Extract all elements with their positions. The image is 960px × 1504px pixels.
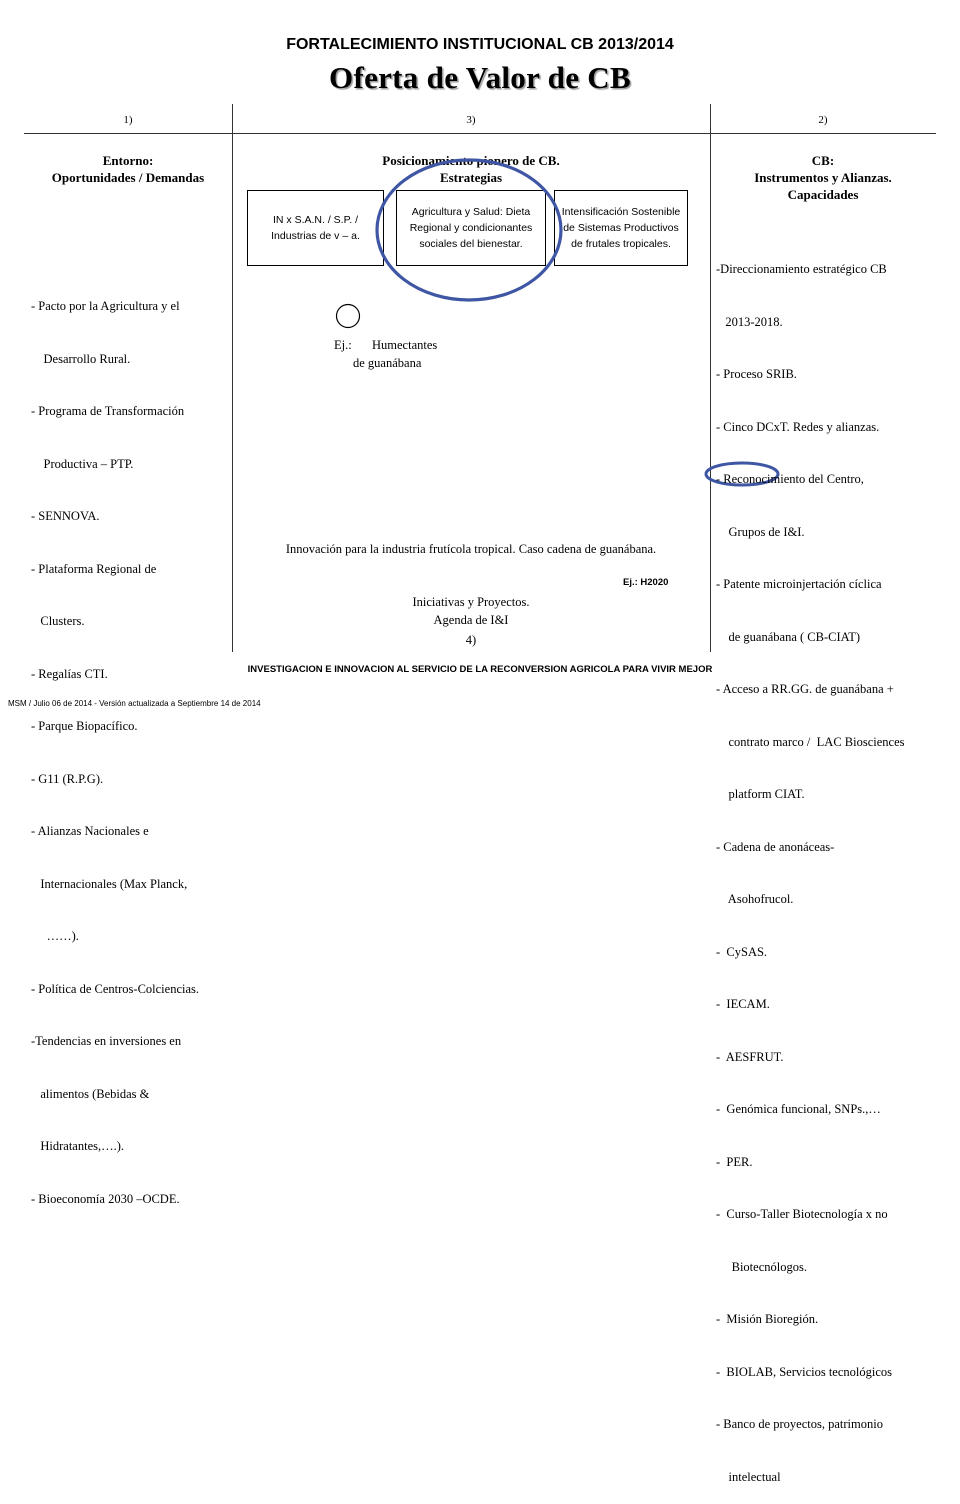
list-item: - Bioeconomía 2030 –OCDE. xyxy=(31,1191,180,1206)
list-item: Desarrollo Rural. xyxy=(31,351,131,366)
innovation-text: Innovación para la industria frutícola tropical. Caso cadena de guanábana. xyxy=(285,542,657,556)
version-note: MSM / Julio 06 de 2014 - Versión actualizada a Septiembre 14 de 2014 xyxy=(8,699,261,708)
list-item: - IECAM. xyxy=(716,997,770,1011)
list-item: - Acceso a RR.GG. de guanábana + xyxy=(716,682,894,696)
list-item: - Plataforma Regional de xyxy=(31,561,157,576)
list-item: - Regalías CTI. xyxy=(31,666,108,681)
list-item: Biotecnólogos. xyxy=(716,1259,807,1274)
list-item: 2013-2018. xyxy=(716,314,783,329)
list-item: - SENNOVA. xyxy=(31,509,100,523)
strategy-box-health-text: Agricultura y Salud: Dieta Regional y condicionantes sociales del bienestar. xyxy=(409,206,533,250)
list-item: - Misión Bioregión. xyxy=(716,1312,819,1326)
list-item: - Alianzas Nacionales e xyxy=(31,824,149,838)
list-item: de guanábana ( CB-CIAT) xyxy=(716,629,861,644)
middle-heading-line2: Estrategias xyxy=(439,170,503,185)
column-number-middle: 3) xyxy=(466,114,476,126)
right-heading-line1: CB: xyxy=(811,153,835,168)
example-h2020: Ej.: H2020 xyxy=(623,577,669,588)
list-item: - Proceso SRIB. xyxy=(716,367,797,381)
example-line2: de guanábana xyxy=(353,356,422,370)
list-item: - Política de Centros-Colciencias. xyxy=(31,981,200,996)
list-item: - Patente microinjertación cíclica xyxy=(716,577,882,591)
list-item: Clusters. xyxy=(31,614,85,628)
list-item: Productiva – PTP. xyxy=(31,456,134,471)
left-column-list xyxy=(31,263,199,1226)
list-item: - Genómica funcional, SNPs.,… xyxy=(716,1102,881,1116)
column-number-right: 2) xyxy=(818,114,828,126)
right-heading-line2: Instrumentos y Alianzas. xyxy=(754,170,892,185)
list-item: Asohofrucol. xyxy=(716,892,794,906)
list-item: contrato marco / LAC Biosciences xyxy=(716,734,905,749)
list-item: - PER. xyxy=(716,1154,753,1169)
list-item: -Tendencias en inversiones en xyxy=(31,1034,182,1048)
list-item: - Curso-Taller Biotecnología x no xyxy=(716,1207,888,1221)
list-item: - Cinco DCxT. Redes y alianzas. xyxy=(716,419,880,434)
initiatives-text: Iniciativas y Proyectos. xyxy=(412,595,530,609)
strategy-box-intensification-text: Intensificación Sostenible de Sistemas Productivos de frutales tropicales. xyxy=(561,206,681,250)
list-item: - Cadena de anonáceas- xyxy=(716,839,835,854)
list-item: - Programa de Transformación xyxy=(31,404,185,418)
list-item: - Pacto por la Agricultura y el xyxy=(31,299,180,313)
list-item: Hidratantes,….). xyxy=(31,1139,125,1153)
example-label: Ej.: xyxy=(334,338,352,352)
list-item: - Reconocimiento del Centro, xyxy=(716,472,864,486)
list-item: alimentos (Bebidas & xyxy=(31,1086,150,1101)
small-circle-marker xyxy=(337,305,360,328)
list-item: - Banco de proyectos, patrimonio xyxy=(716,1417,883,1431)
list-item: platform CIAT. xyxy=(716,787,805,801)
strategy-box-industries-text: IN x S.A.N. / S.P. / Industrias de v – a. xyxy=(271,214,360,242)
bottom-number: 4) xyxy=(465,633,477,647)
list-item: - G11 (R.P.G). xyxy=(31,771,104,786)
list-item: - BIOLAB, Servicios tecnológicos xyxy=(716,1364,893,1379)
list-item: - Parque Biopacífico. xyxy=(31,719,138,733)
agenda-text: Agenda de I&I xyxy=(433,613,509,627)
list-item: Grupos de I&I. xyxy=(716,524,805,539)
page-title: Oferta de Valor de CB xyxy=(329,60,631,95)
footer-slogan: INVESTIGACION E INNOVACION AL SERVICIO DE LA RECONVERSION AGRICOLA PARA VIVIR MEJOR xyxy=(247,664,713,675)
list-item: - CySAS. xyxy=(716,944,768,959)
list-item: ……). xyxy=(31,929,79,943)
left-heading-line1: Entorno: xyxy=(102,153,154,168)
list-item: Internacionales (Max Planck, xyxy=(31,876,188,891)
column-number-left: 1) xyxy=(123,114,133,126)
right-heading-line3: Capacidades xyxy=(787,187,859,202)
highlight-ellipse-strategy xyxy=(377,160,561,300)
right-column-list xyxy=(716,226,905,1504)
list-item: intelectual xyxy=(716,1469,781,1484)
example-value: Humectantes xyxy=(372,338,438,352)
left-heading-line2: Oportunidades / Demandas xyxy=(51,170,205,185)
middle-heading-line1: Posicionamiento pionero de CB. xyxy=(382,153,560,168)
list-item: - AESFRUT. xyxy=(716,1049,784,1064)
header-subtitle: FORTALECIMIENTO INSTITUCIONAL CB 2013/2014 xyxy=(286,36,674,53)
list-item: -Direccionamiento estratégico CB xyxy=(716,262,887,276)
